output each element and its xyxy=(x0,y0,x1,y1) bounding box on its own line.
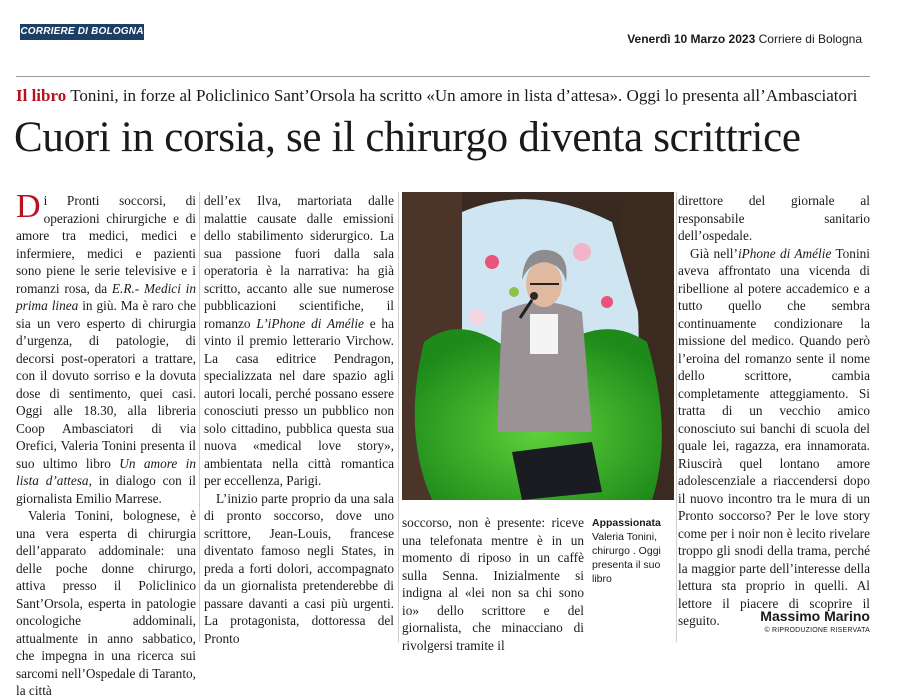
publication-name: Corriere di Bologna xyxy=(758,32,862,46)
kicker-text: Tonini, in forze al Policlinico Sant’Orsola ha scritto «Un amore in lista d’attesa». Oggi lo presenta all’Ambasciatori xyxy=(70,86,858,105)
issue-date: Venerdì 10 Marzo 2023 xyxy=(627,32,756,46)
text-run: e ha vinto il premio letterario Virchow. La casa editrice Pendragon, specializzata nel dare spazio agli autori locali, perché possano essere conosciuti presso un pubblico non solo cittadino, pubblica questa sua nuova «medical love story», ambientata nella città romantica per eccellenza, Parigi. xyxy=(204,315,394,488)
paragraph xyxy=(678,245,870,630)
column-divider xyxy=(199,192,200,642)
kicker-tag: Il libro xyxy=(16,86,67,105)
paragraph: Valeria Tonini, bolognese, è una vera esperta di chirurgia dell’apparato addominale: una delle poche donne chirurgo, attiva presso il Policlinico Sant’Orsola, esperta in patologie oncologiche addominali, attualmente in anno sabbatico, che impegna in una ricerca sui sarcomi nell’Ospedale di Taranto, la città xyxy=(16,508,196,698)
text-run: dell’ex Ilva, martoriata dalle malattie causate dalle emissioni dello stabilimento siderurgico. La sua passione fuori dalla sala operatoria è la narrativa: ha già scritto, accanto alle sue numerose pubblicazioni scientifiche, il romanzo xyxy=(204,193,394,331)
photo-illustration xyxy=(402,192,674,500)
paragraph: L’inizio parte proprio da una sala di pronto soccorso, dove uno scrittore, Jean-Louis, francese diventato famoso negli States, in preda a forti dolori, accompagnato da un giornalista pretenderebbe di passare davanti a casi più urgenti. La protagonista, dottoressa del Pronto xyxy=(204,490,394,646)
drop-cap: D xyxy=(16,188,41,225)
caption-text: Valeria Tonini, chirurgo . Oggi presenta il suo libro xyxy=(592,531,661,585)
photo-caption xyxy=(592,516,676,586)
text-run: Tonini aveva affrontato una vicenda di ribellione al potere accademico e a tutto quello che sembra continuamente condizionare la missione del medico. Quando però l’eroina del romanzo sente il nome dello scrittore, cambia completamente atteggiamento. Si tratta di un vecchio amico conosciuto sui banchi di scuola del quale lei, ragazza, era innamorata. Riuscirà quel lontano amore adolescenziale a riaccendersi dopo il nuovo incontro tra le mura di un Pronto soccorso? Per le love story come per i noir non è lecito rivelare troppo gli snodi della trama, perché la maggior parte dell’interesse della lettura sta proprio in quelli. Al lettore il piacere di scoprire il seguito. xyxy=(678,245,870,628)
kicker xyxy=(16,86,857,106)
text-run: Già nell’ xyxy=(690,245,738,261)
paragraph xyxy=(16,188,197,507)
paragraph: direttore del giornale al responsabile sanitario dell’ospedale. xyxy=(678,193,870,243)
book-title: L’iPhone di Amélie xyxy=(256,315,364,331)
book-title: iPhone di Amélie xyxy=(737,245,832,261)
text-run: i Pronti soccorsi, di operazioni chirurgiche e di amore tra medici, medici e infermiere, medici e pazienti sono piene le serie televisive e i romanzi rosa, da xyxy=(16,193,196,296)
copyright-notice: © RIPRODUZIONE RISERVATA xyxy=(764,627,870,634)
newspaper-logo: CORRIERE DI BOLOGNA xyxy=(20,24,144,40)
article-column-3 xyxy=(402,514,584,653)
column-divider xyxy=(398,192,399,642)
dateline xyxy=(627,32,862,46)
author-photo xyxy=(402,192,674,500)
caption-title: Appassionata xyxy=(592,517,661,529)
show-title: E.R.- Medici in prima linea xyxy=(16,280,196,313)
column-divider xyxy=(676,192,677,642)
paragraph xyxy=(204,192,394,490)
article-column-2 xyxy=(204,192,394,646)
top-rule xyxy=(16,76,870,77)
author-byline: Massimo Marino xyxy=(760,608,870,624)
text-run: , in dialogo con il giornalista Emilio Marrese. xyxy=(16,473,197,506)
book-title: Un amore in lista d’attesa xyxy=(16,455,196,488)
paragraph: soccorso, non è presente: riceve una telefonata mentre è in un momento di riposo in un caffè sulla Senna. Inizialmente si indigna al «lei non sa chi sono io» dello scrittore e del giornalista, che minacciano di rivolgersi tramite il xyxy=(402,515,584,653)
headline: Cuori in corsia, se il chirurgo diventa scrittrice xyxy=(14,114,801,161)
article-column-1 xyxy=(16,188,197,698)
text-run: in giù. Ma è raro che sia un vero esperto di chirurgia d’urgenza, di patologie, di decorsi post-operatori a trattare, con il dovuto sorriso e la dovuta dose di sentimento, quei casi. Oggi alle 18.30, alla libreria Coop Ambasciatori di via Orefici, Valeria Tonini presenta il suo ultimo libro xyxy=(16,298,197,471)
